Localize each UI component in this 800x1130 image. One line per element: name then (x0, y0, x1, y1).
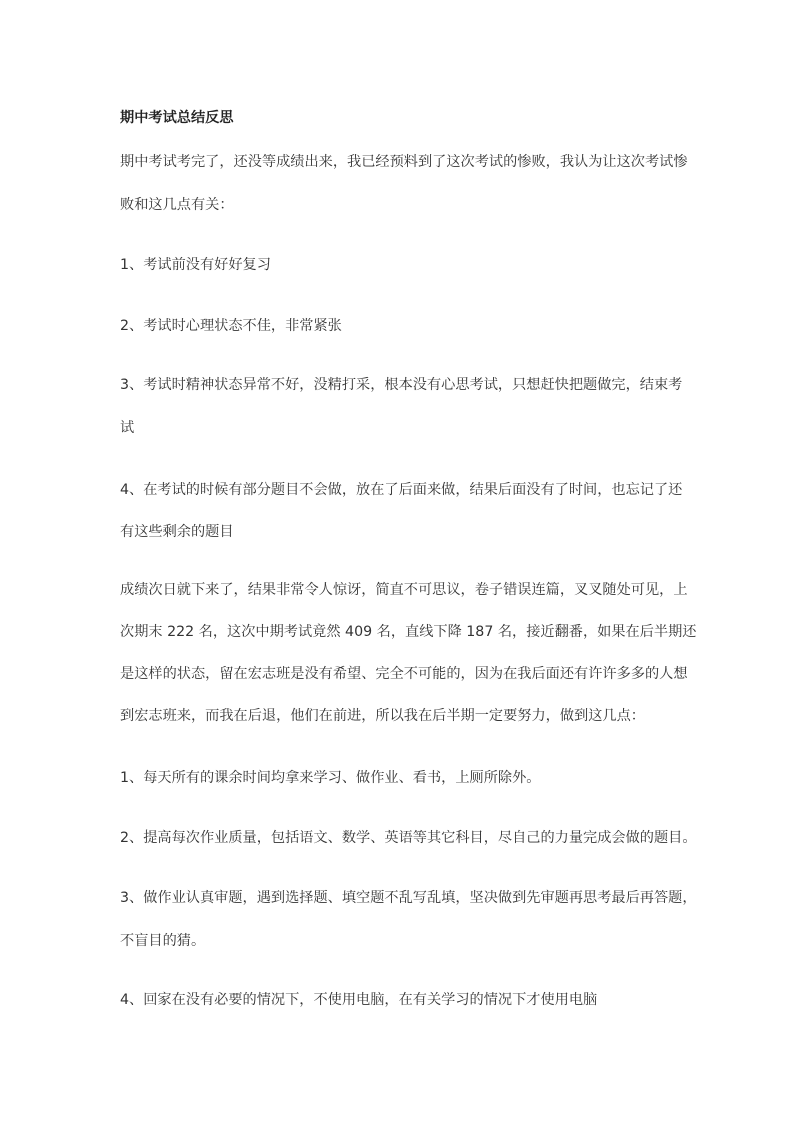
reason-4-line-2: 有这些剩余的题目 (120, 524, 234, 540)
result-line-2: 次期末 222 名，这次中期考试竟然 409 名，直线下降 187 名，接近翻番，如果在后半期还 (120, 624, 697, 640)
reason-4-line-1: 4、在考试的时候有部分题目不会做，放在了后面来做，结果后面没有了时间，也忘记了还 (120, 482, 683, 498)
plan-3-line-1: 3、做作业认真审题，遇到选择题、填空题不乱写乱填，坚决做到先审题再思考最后再答题， (120, 890, 697, 906)
result-line-4: 到宏志班来，而我在后退，他们在前进，所以我在后半期一定要努力，做到这几点： (120, 708, 645, 724)
document-title: 期中考试总结反思 (120, 110, 234, 126)
plan-4: 4、回家在没有必要的情况下，不使用电脑，在有关学习的情况下才使用电脑 (120, 992, 598, 1008)
reason-3-line-2: 试 (120, 420, 135, 436)
plan-1: 1、每天所有的课余时间均拿来学习、做作业、看书，上厕所除外。 (120, 770, 541, 786)
intro-line-2: 败和这几点有关： (120, 197, 234, 213)
plan-3-line-2: 不盲目的猜。 (120, 933, 206, 949)
plan-2: 2、提高每次作业质量，包括语文、数学、英语等其它科目，尽自己的力量完成会做的题目。 (120, 830, 697, 846)
reason-1: 1、考试前没有好好复习 (120, 257, 271, 273)
result-line-1: 成绩次日就下来了，结果非常令人惊讶，简直不可思议，卷子错误连篇，叉叉随处可见，上 (120, 582, 688, 598)
reason-2: 2、考试时心理状态不佳，非常紧张 (120, 318, 342, 334)
intro-line-1: 期中考试考完了，还没等成绩出来，我已经预料到了这次考试的惨败，我认为让这次考试惨 (120, 154, 688, 170)
result-line-3: 是这样的状态，留在宏志班是没有希望、完全不可能的，因为在我后面还有许许多多的人想 (120, 666, 688, 682)
reason-3-line-1: 3、考试时精神状态异常不好，没精打采，根本没有心思考试，只想赶快把题做完，结束考 (120, 377, 683, 393)
